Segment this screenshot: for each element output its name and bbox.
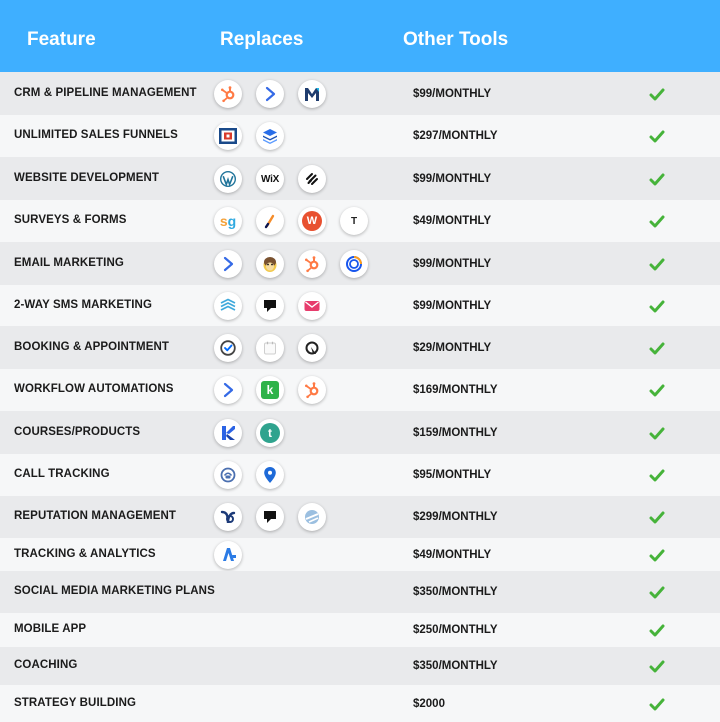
feature-label: STRATEGY BUILDING [14, 697, 137, 709]
price-label: $250/MONTHLY [413, 624, 498, 636]
checkmark-icon [649, 586, 665, 600]
table-row [0, 369, 720, 411]
price-label: $2000 [413, 698, 445, 710]
price-label: $99/MONTHLY [413, 173, 492, 185]
price-label: $95/MONTHLY [413, 469, 492, 481]
kajabi-icon [214, 419, 242, 447]
table-row [0, 647, 720, 685]
table-row [0, 115, 720, 157]
table-row [0, 411, 720, 454]
jotform-icon [256, 207, 284, 235]
podium-icon [256, 503, 284, 531]
checkmark-icon [649, 427, 665, 441]
table-row [0, 496, 720, 538]
leadpages-icon [256, 122, 284, 150]
checkmark-icon [649, 624, 665, 638]
feature-label: 2-WAY SMS MARKETING [14, 299, 153, 311]
other-tools-column-header: Other Tools [403, 29, 509, 50]
feature-label: CALL TRACKING [14, 468, 110, 480]
table-row [0, 157, 720, 200]
activecampaign-icon [214, 376, 242, 404]
calendar-icon [256, 334, 284, 362]
checkmark-icon [649, 660, 665, 674]
checkmark-icon [649, 384, 665, 398]
price-label: $169/MONTHLY [413, 384, 498, 396]
podium-icon [256, 292, 284, 320]
price-label: $49/MONTHLY [413, 215, 492, 227]
table-row [0, 613, 720, 647]
sms-layers-icon [214, 292, 242, 320]
price-label: $159/MONTHLY [413, 427, 498, 439]
feature-label: MOBILE APP [14, 623, 87, 635]
textmagic-icon [298, 292, 326, 320]
clickfunnels-icon [214, 122, 242, 150]
mailchimp-icon [256, 250, 284, 278]
hubspot-icon [298, 376, 326, 404]
feature-label: REPUTATION MANAGEMENT [14, 510, 177, 522]
table-row [0, 538, 720, 571]
table-row [0, 454, 720, 496]
birdeye-icon [214, 503, 242, 531]
wufoo-icon: W [298, 207, 326, 235]
table-row [0, 285, 720, 326]
squarespace-icon [298, 165, 326, 193]
table-row [0, 685, 720, 722]
checkmark-icon [649, 469, 665, 483]
hubspot-icon [214, 80, 242, 108]
checkmark-icon [649, 215, 665, 229]
price-label: $297/MONTHLY [413, 130, 498, 142]
checkmark-icon [649, 173, 665, 187]
feature-label: SURVEYS & FORMS [14, 214, 127, 226]
hubspot-icon [298, 250, 326, 278]
analytics-icon [214, 541, 242, 569]
acuity-icon [298, 334, 326, 362]
price-label: $99/MONTHLY [413, 88, 492, 100]
pipedrive-m-icon [298, 80, 326, 108]
yext-icon [298, 503, 326, 531]
table-header [0, 0, 720, 72]
location-pin-icon [256, 461, 284, 489]
feature-label: UNLIMITED SALES FUNNELS [14, 129, 178, 141]
feature-label: BOOKING & APPOINTMENT [14, 341, 170, 353]
checkmark-icon [649, 258, 665, 272]
price-label: $350/MONTHLY [413, 586, 498, 598]
price-label: $99/MONTHLY [413, 258, 492, 270]
keap-icon: k [256, 376, 284, 404]
checkmark-icon [649, 511, 665, 525]
feature-label: COACHING [14, 659, 78, 671]
callrail-icon [214, 461, 242, 489]
price-label: $29/MONTHLY [413, 342, 492, 354]
replaces-column-header: Replaces [220, 29, 304, 50]
typeform-icon: T [340, 207, 368, 235]
table-row [0, 72, 720, 115]
feature-label: WEBSITE DEVELOPMENT [14, 172, 160, 184]
surveygizmo-icon: sg [214, 207, 242, 235]
checkmark-icon [649, 342, 665, 356]
activecampaign-icon [256, 80, 284, 108]
checkmark-icon [649, 88, 665, 102]
teachable-icon: t [256, 419, 284, 447]
calendly-icon [214, 334, 242, 362]
checkmark-icon [649, 698, 665, 712]
wordpress-icon [214, 165, 242, 193]
wix-icon: WiX [256, 165, 284, 193]
comparison-table-body [0, 72, 720, 720]
feature-label: SOCIAL MEDIA MARKETING PLANS [14, 585, 215, 597]
table-row [0, 200, 720, 242]
price-label: $350/MONTHLY [413, 660, 498, 672]
price-label: $99/MONTHLY [413, 300, 492, 312]
feature-label: EMAIL MARKETING [14, 257, 124, 269]
feature-column-header: Feature [27, 29, 96, 50]
table-row [0, 326, 720, 369]
checkmark-icon [649, 300, 665, 314]
price-label: $49/MONTHLY [413, 549, 492, 561]
activecampaign-icon [214, 250, 242, 278]
checkmark-icon [649, 549, 665, 563]
feature-label: CRM & PIPELINE MANAGEMENT [14, 87, 197, 99]
feature-label: TRACKING & ANALYTICS [14, 548, 156, 560]
constant-contact-icon [340, 250, 368, 278]
feature-label: COURSES/PRODUCTS [14, 426, 141, 438]
price-label: $299/MONTHLY [413, 511, 498, 523]
table-row [0, 242, 720, 285]
checkmark-icon [649, 130, 665, 144]
feature-label: WORKFLOW AUTOMATIONS [14, 383, 174, 395]
table-row [0, 571, 720, 613]
